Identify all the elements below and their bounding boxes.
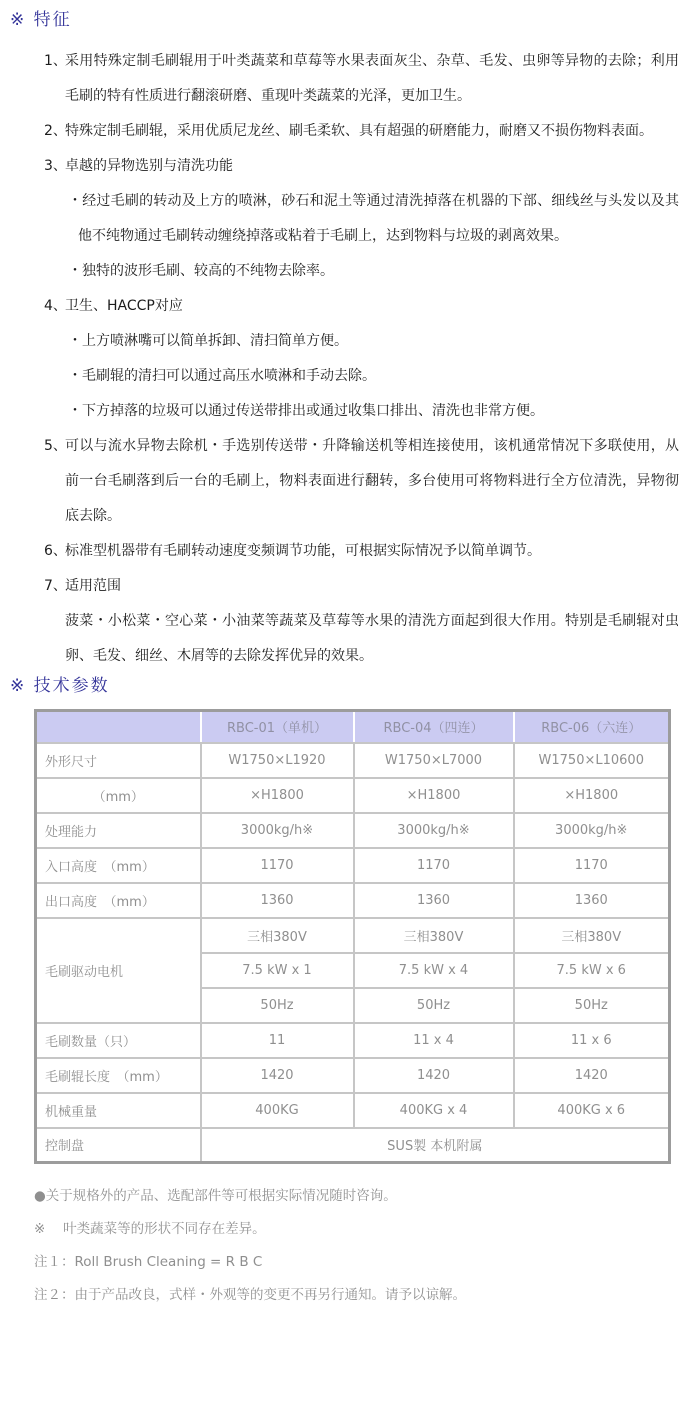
feature-bullet: ・独特的波形毛刷、较高的不纯物去除率。 — [68, 263, 334, 279]
spec-value-cell: ×H1800 — [354, 778, 514, 813]
feature-number: 5、 — [44, 438, 67, 454]
spec-value-cell: 400KG x 4 — [354, 1093, 514, 1128]
feature-paragraph: 菠菜・小松菜・空心菜・小油菜等蔬菜及草莓等水果的清洗方面起到很大作用。特别是毛刷辊对虫卵、毛发、细丝、木屑等的去除发挥优异的效果。 — [65, 613, 679, 664]
note-consultation: ●关于规格外的产品、选配部件等可根据实际情况随时咨询。 — [34, 1188, 397, 1204]
spec-row-inlet-height — [36, 848, 670, 883]
feature-item-4 — [10, 289, 685, 429]
feature-item-2 — [10, 114, 685, 149]
spec-value-cell: 11 x 4 — [354, 1023, 514, 1058]
features-list — [10, 44, 685, 674]
spec-row-dimensions-unit — [36, 778, 670, 813]
spec-row-dimensions — [36, 743, 670, 778]
spec-row-brush-count — [36, 1023, 670, 1058]
spec-row-outlet-height — [36, 883, 670, 918]
feature-bullet: ・经过毛刷的转动及上方的喷淋，砂石和泥土等通过清洗掉落在机器的下部、细线丝与头发以及其他不纯物通过毛刷转动缠绕掉落或粘着于毛刷上，达到物料与垃圾的剥离效果。 — [68, 193, 679, 244]
spec-value-cell: 3000kg/h※ — [201, 813, 354, 848]
spec-value-cell: 1360 — [514, 883, 670, 918]
feature-number: 4、 — [44, 298, 67, 314]
feature-text: 特殊定制毛刷辊，采用优质尼龙丝、刷毛柔软、具有超强的研磨能力，耐磨又不损伤物料表面。 — [65, 123, 653, 139]
spec-value-cell: 3000kg/h※ — [514, 813, 670, 848]
spec-table — [34, 709, 671, 1164]
spec-value-cell: 三相380V — [514, 918, 670, 953]
spec-col-header-rbc01: RBC-01（单机） — [201, 711, 354, 743]
feature-item-7 — [10, 569, 685, 674]
spec-value-cell: 7.5 kW x 1 — [201, 953, 354, 988]
spec-value-cell: ×H1800 — [514, 778, 670, 813]
spec-value-cell: 50Hz — [201, 988, 354, 1023]
note-shape-variance: ※ 叶类蔬菜等的形状不同存在差异。 — [34, 1221, 266, 1237]
spec-value-cell: 1420 — [201, 1058, 354, 1093]
feature-text: 卫生、HACCP对应 — [65, 298, 183, 314]
spec-corner-cell — [36, 711, 201, 743]
spec-value-cell: W1750×L7000 — [354, 743, 514, 778]
spec-row-motor-voltage — [36, 918, 670, 953]
feature-number: 6、 — [44, 543, 67, 559]
feature-number: 2、 — [44, 123, 67, 139]
spec-row-weight — [36, 1093, 670, 1128]
spec-value-cell: 1360 — [354, 883, 514, 918]
note-design-change: 注２：由于产品改良，式样・外观等的变更不再另行通知。请予以谅解。 — [34, 1287, 466, 1303]
spec-value-cell: 400KG x 6 — [514, 1093, 670, 1128]
spec-col-header-rbc06: RBC-06（六连） — [514, 711, 670, 743]
note-rbc-abbreviation: 注１：Roll Brush Cleaning = R B C — [34, 1254, 263, 1270]
spec-row-capacity — [36, 813, 670, 848]
spec-row-control-panel — [36, 1128, 670, 1163]
spec-row-label: 入口高度 （mm） — [36, 848, 201, 883]
spec-row-brush-length — [36, 1058, 670, 1093]
feature-number: 1、 — [44, 53, 67, 69]
spec-col-header-rbc04: RBC-04（四连） — [354, 711, 514, 743]
spec-value-cell: 7.5 kW x 4 — [354, 953, 514, 988]
spec-value-cell: 3000kg/h※ — [354, 813, 514, 848]
feature-item-5 — [10, 429, 685, 534]
spec-value-cell: 400KG — [201, 1093, 354, 1128]
spec-value-cell: 11 x 6 — [514, 1023, 670, 1058]
spec-value-cell-merged: SUS製 本机附属 — [201, 1128, 670, 1163]
spec-value-cell: 7.5 kW x 6 — [514, 953, 670, 988]
spec-value-cell: W1750×L1920 — [201, 743, 354, 778]
spec-value-cell: 1420 — [514, 1058, 670, 1093]
spec-value-cell: 50Hz — [514, 988, 670, 1023]
feature-text: 可以与流水异物去除机・手选别传送带・升降输送机等相连接使用，该机通常情况下多联使用，从前一台毛刷落到后一台的毛刷上，物料表面进行翻转，多台使用可将物料进行全方位清洗，异物彻底去除。 — [65, 438, 679, 524]
feature-item-3 — [10, 149, 685, 289]
spec-value-cell: ×H1800 — [201, 778, 354, 813]
footer-notes — [34, 1180, 685, 1312]
feature-text: 适用范围 — [65, 578, 121, 594]
spec-value-cell: 50Hz — [354, 988, 514, 1023]
feature-text: 标准型机器带有毛刷转动速度变频调节功能，可根据实际情况予以简单调节。 — [65, 543, 541, 559]
feature-text: 采用特殊定制毛刷辊用于叶类蔬菜和草莓等水果表面灰尘、杂草、毛发、虫卵等异物的去除；利用毛刷的特有性质进行翻滚研磨、重现叶类蔬菜的光泽，更加卫生。 — [65, 53, 679, 104]
spec-value-cell: 11 — [201, 1023, 354, 1058]
feature-bullet: ・上方喷淋嘴可以简单拆卸、清扫简单方便。 — [68, 333, 348, 349]
spec-row-label: 毛刷驱动电机 — [36, 918, 201, 1023]
spec-value-cell: 1360 — [201, 883, 354, 918]
spec-value-cell: 1170 — [354, 848, 514, 883]
spec-value-cell: 1170 — [201, 848, 354, 883]
feature-number: 3、 — [44, 158, 67, 174]
spec-value-cell: 1170 — [514, 848, 670, 883]
spec-value-cell: 1420 — [354, 1058, 514, 1093]
spec-row-label: 出口高度 （mm） — [36, 883, 201, 918]
feature-bullet: ・下方掉落的垃圾可以通过传送带排出或通过收集口排出、清洗也非常方便。 — [68, 403, 544, 419]
feature-bullet: ・毛刷辊的清扫可以通过高压水喷淋和手动去除。 — [68, 368, 376, 384]
feature-item-1 — [10, 44, 685, 114]
spec-row-label: 机械重量 — [36, 1093, 201, 1128]
specs-heading: ※ 技术参数 — [10, 676, 110, 696]
feature-item-6 — [10, 534, 685, 569]
spec-value-cell: 三相380V — [354, 918, 514, 953]
feature-number: 7、 — [44, 578, 67, 594]
features-heading: ※ 特征 — [10, 10, 72, 30]
spec-row-label: 毛刷辊长度 （mm） — [36, 1058, 201, 1093]
spec-row-label: 外形尺寸 — [36, 743, 201, 778]
spec-value-cell: W1750×L10600 — [514, 743, 670, 778]
spec-value-cell: 三相380V — [201, 918, 354, 953]
spec-row-label: 处理能力 — [36, 813, 201, 848]
spec-row-label: 控制盘 — [36, 1128, 201, 1163]
feature-text: 卓越的异物选别与清洗功能 — [65, 158, 233, 174]
spec-row-label: 毛刷数量（只） — [36, 1023, 201, 1058]
spec-header-row — [36, 711, 670, 743]
spec-row-label: （mm） — [36, 778, 201, 813]
